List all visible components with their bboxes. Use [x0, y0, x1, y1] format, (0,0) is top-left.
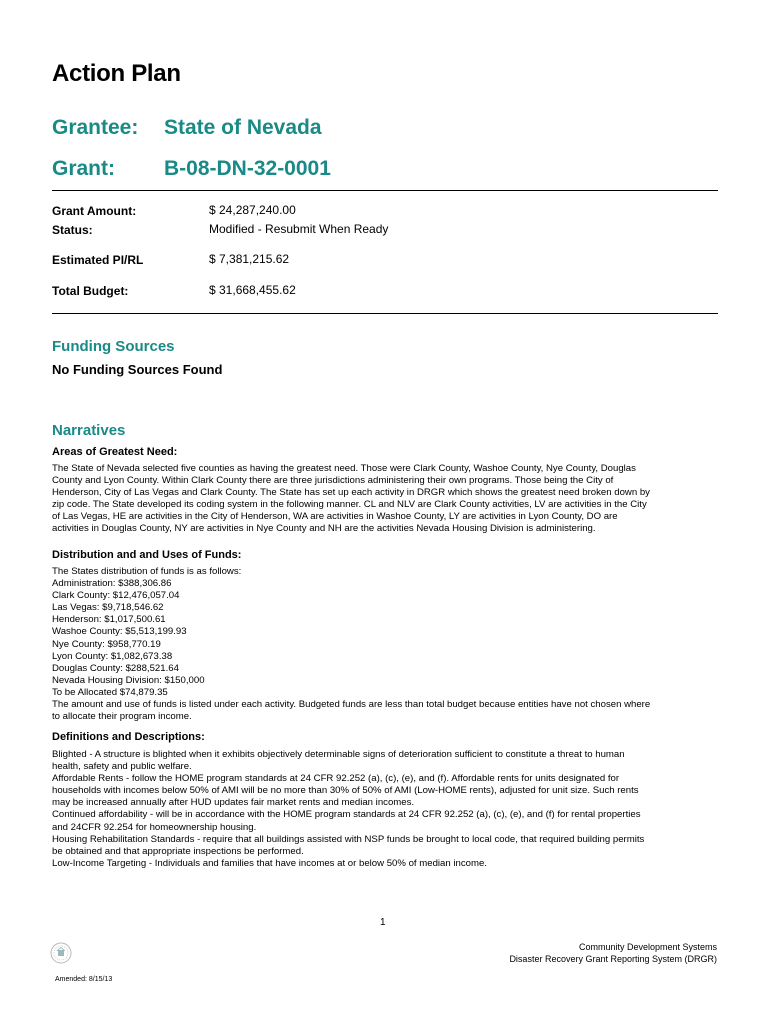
text-line: activities in Douglas County, NY are activities in Nye County and NH are the activities Nevada Housing Division is administering.: [52, 523, 596, 535]
footer-org-line1: Community Development Systems: [578, 942, 717, 952]
text-line: Nye County: $958,770.19: [52, 638, 161, 650]
text-line: of Las Vegas, HE are activities in the City of Henderson, WA are activities in Washoe County, LY are activities in Lyon County, DO are: [52, 511, 618, 523]
text-line: Continued affordability - will be in accordance with the HOME program standards at 24 CFR 92.252 (a), (c), (e), and (f) for rental properties: [52, 809, 641, 821]
text-line: Blighted - A structure is blighted when it exhibits objectively determinable signs of deterioration sufficient to constitute a threat to human: [52, 749, 625, 760]
text-line: Housing Rehabilitation Standards - require that all buildings assisted with NSP funds be brought to local code, that required building permits: [52, 833, 645, 845]
text-line: and 24CFR 92.254 for homeownership housing.: [52, 821, 257, 833]
text-line: may be increased annually after HUD updates fair market rents and median incomes.: [52, 797, 415, 809]
text-line: Henderson, City of Las Vegas and Clark County. The State has set up each activity in DRGR which shows the greatest need broken down by: [52, 487, 650, 499]
text-line: Washoe County: $5,513,199.93: [52, 626, 187, 638]
amended-date: Amended: 8/15/13: [55, 976, 113, 983]
text-line: Las Vegas: $9,718,546.62: [52, 602, 164, 614]
funding-sources-empty: No Funding Sources Found: [52, 362, 223, 377]
page-title: Action Plan: [52, 60, 181, 87]
hud-seal-icon: [50, 942, 72, 964]
definitions-text: [52, 749, 712, 870]
grant-amount-value: $ 24,287,240.00: [209, 203, 296, 217]
grant-amount-label: Grant Amount:: [52, 204, 137, 218]
text-line: Low-Income Targeting - Individuals and families that have incomes at or below 50% of median income.: [52, 857, 487, 869]
text-line: to allocate their program income.: [52, 711, 192, 723]
text-line: Henderson: $1,017,500.61: [52, 614, 166, 626]
definitions-heading: Definitions and Descriptions:: [52, 731, 205, 743]
distribution-heading: Distribution and and Uses of Funds:: [52, 549, 242, 561]
status-label: Status:: [52, 223, 93, 237]
text-line: be obtained and that appropriate inspections be performed.: [52, 845, 304, 857]
text-line: Affordable Rents - follow the HOME program standards at 24 CFR 92.252 (a), (c), (e), and (f). Affordable rents for units designated for: [52, 773, 620, 785]
text-line: The States distribution of funds is as follows:: [52, 566, 242, 577]
areas-of-need-text: [52, 463, 712, 536]
text-line: Douglas County: $288,521.64: [52, 662, 179, 674]
grantee-label: Grantee:: [52, 116, 139, 139]
text-line: Lyon County: $1,082,673.38: [52, 650, 173, 662]
text-line: County and Lyon County. Within Clark County there are three jurisdictions administering their own programs. Those being the City of: [52, 475, 614, 487]
text-line: households with incomes below 50% of AMI will be no more than 30% of 50% of AMI (Low-HOME rents), adjusted for unit size. Such rents: [52, 785, 639, 797]
header-divider: [52, 190, 718, 191]
footer-org-line2: Disaster Recovery Grant Reporting System (DRGR): [509, 954, 717, 964]
summary-divider: [52, 313, 718, 314]
estimated-pirl-value: $ 7,381,215.62: [209, 252, 290, 266]
total-budget-value: $ 31,668,455.62: [209, 283, 296, 297]
text-line: Nevada Housing Division: $150,000: [52, 674, 205, 686]
text-line: health, safety and public welfare.: [52, 761, 192, 773]
text-line: zip code. The State developed its coding system in the following manner. CL and NLV are Clark County activities, LV are activities in the City: [52, 499, 647, 511]
grant-label: Grant:: [52, 157, 115, 180]
text-line: The amount and use of funds is listed under each activity. Budgeted funds are less than total budget because entities have not chosen where: [52, 699, 651, 711]
total-budget-label: Total Budget:: [52, 284, 129, 298]
distribution-text: [52, 566, 712, 723]
narratives-heading: Narratives: [52, 422, 126, 439]
text-line: The State of Nevada selected five counties as having the greatest need. Those were Clark County, Washoe County, Nye County, Douglas: [52, 463, 636, 474]
status-value: Modified - Resubmit When Ready: [209, 222, 389, 236]
estimated-pirl-label: Estimated PI/RL: [52, 253, 144, 267]
funding-sources-heading: Funding Sources: [52, 338, 175, 355]
text-line: Administration: $388,306.86: [52, 578, 172, 590]
text-line: Clark County: $12,476,057.04: [52, 590, 180, 602]
text-line: To be Allocated $74,879.35: [52, 686, 168, 698]
grantee-value: State of Nevada: [164, 116, 322, 139]
footer-org: [509, 941, 717, 965]
areas-of-need-heading: Areas of Greatest Need:: [52, 446, 178, 458]
page-number: 1: [380, 917, 386, 928]
grant-value: B-08-DN-32-0001: [164, 157, 331, 180]
